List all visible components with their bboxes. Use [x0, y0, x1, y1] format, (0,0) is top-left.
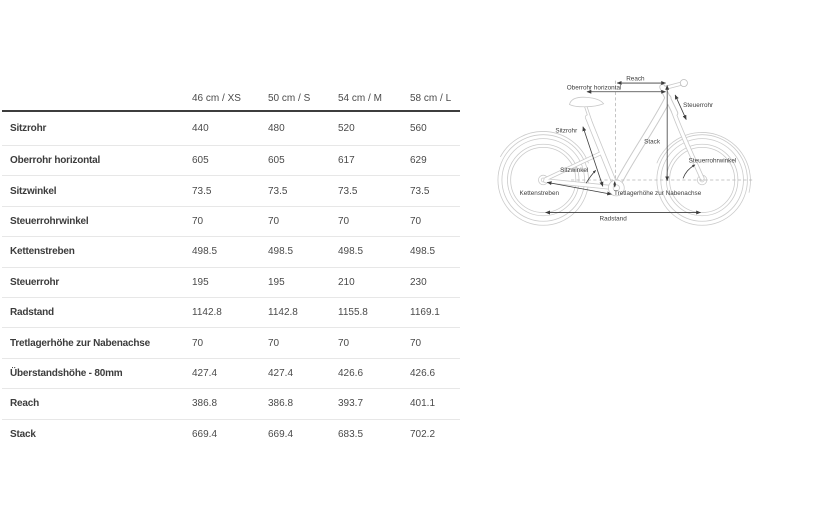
handlebar-grip — [680, 79, 687, 86]
row-value: 73.5 — [410, 185, 430, 197]
table-row — [2, 328, 460, 358]
table-row — [2, 268, 460, 298]
bike-frame — [546, 79, 703, 198]
size-column-header: 58 cm / L — [410, 93, 452, 104]
dimension-labels — [520, 76, 737, 223]
row-label: Radstand — [10, 307, 54, 319]
row-value: 480 — [268, 123, 285, 134]
row-value: 70 — [268, 215, 280, 227]
geometry-table-body — [2, 112, 460, 449]
row-value: 605 — [268, 155, 285, 167]
row-value: 498.5 — [410, 246, 436, 258]
size-column-header: 54 cm / M — [338, 93, 382, 104]
row-value: 426.6 — [410, 367, 436, 379]
row-value: 70 — [192, 337, 204, 349]
label-tretlagerhoehe: Tretlagerhöhe zur Nabenachse — [614, 190, 702, 198]
table-row — [2, 207, 460, 237]
table-row — [2, 420, 460, 449]
row-value: 560 — [410, 123, 427, 134]
rear-wheel — [498, 131, 589, 225]
label-stack: Stack — [644, 138, 661, 146]
label-reach: Reach — [626, 75, 645, 83]
row-label: Steuerrohrwinkel — [10, 215, 89, 227]
row-value: 498.5 — [338, 246, 364, 258]
row-value: 70 — [268, 337, 280, 349]
row-value: 617 — [338, 155, 355, 167]
row-value: 1142.8 — [192, 307, 222, 319]
row-value: 70 — [410, 215, 422, 227]
table-row — [2, 389, 460, 419]
label-sitzrohr: Sitzrohr — [555, 127, 578, 135]
row-value: 386.8 — [192, 398, 218, 410]
label-sitzwinkel: Sitzwinkel — [560, 167, 589, 175]
row-value: 605 — [192, 155, 209, 167]
table-row — [2, 237, 460, 267]
row-label: Steuerrohr — [10, 276, 60, 288]
row-value: 210 — [338, 276, 355, 288]
row-value: 73.5 — [268, 185, 288, 197]
label-steuerrohr: Steuerrohr — [683, 101, 714, 109]
label-oberrohr: Oberrohr horizontal — [566, 84, 622, 92]
row-value: 230 — [410, 276, 427, 288]
row-value: 1169.1 — [410, 307, 440, 319]
table-row — [2, 112, 460, 146]
row-value: 1142.8 — [268, 307, 298, 319]
table-header-row — [2, 78, 460, 112]
row-label: Überstandshöhe - 80mm — [10, 367, 123, 379]
row-value: 669.4 — [192, 428, 218, 440]
row-value: 427.4 — [268, 367, 294, 379]
row-value: 393.7 — [338, 398, 364, 410]
saddle — [569, 97, 603, 107]
label-kettenstreben: Kettenstreben — [519, 190, 560, 198]
row-value: 70 — [338, 337, 350, 349]
row-value: 440 — [192, 123, 209, 134]
row-value: 386.8 — [268, 398, 294, 410]
row-label: Sitzrohr — [10, 123, 47, 134]
row-value: 498.5 — [192, 246, 218, 258]
row-value: 702.2 — [410, 428, 436, 440]
label-steuerrohrwinkel: Steuerrohrwinkel — [688, 157, 737, 165]
geometry-table — [2, 78, 460, 449]
row-label: Tretlagerhöhe zur Nabenachse — [10, 337, 151, 349]
row-label: Oberrohr horizontal — [10, 155, 101, 167]
row-value: 683.5 — [338, 428, 364, 440]
row-value: 401.1 — [410, 398, 436, 410]
steuerrohrwinkel-arc — [683, 165, 695, 179]
row-value: 195 — [268, 276, 285, 288]
size-column-header: 46 cm / XS — [192, 93, 241, 104]
row-value: 70 — [338, 215, 350, 227]
row-value: 520 — [338, 123, 355, 134]
table-row — [2, 176, 460, 206]
row-label: Kettenstreben — [10, 246, 75, 258]
row-value: 629 — [410, 155, 427, 167]
table-row — [2, 359, 460, 389]
table-row — [2, 146, 460, 176]
row-value: 669.4 — [268, 428, 294, 440]
row-value: 73.5 — [192, 185, 212, 197]
row-value: 427.4 — [192, 367, 218, 379]
label-radstand: Radstand — [599, 215, 627, 223]
row-value: 70 — [192, 215, 204, 227]
row-value: 195 — [192, 276, 209, 288]
row-value: 1155.8 — [338, 307, 368, 319]
table-row — [2, 298, 460, 328]
bike-geometry-diagram — [490, 60, 824, 292]
row-value: 73.5 — [338, 185, 358, 197]
row-value: 426.6 — [338, 367, 364, 379]
row-value: 498.5 — [268, 246, 294, 258]
row-label: Stack — [10, 428, 36, 440]
size-column-header: 50 cm / S — [268, 93, 311, 104]
row-label: Reach — [10, 398, 40, 410]
row-label: Sitzwinkel — [10, 185, 57, 197]
row-value: 70 — [410, 337, 422, 349]
